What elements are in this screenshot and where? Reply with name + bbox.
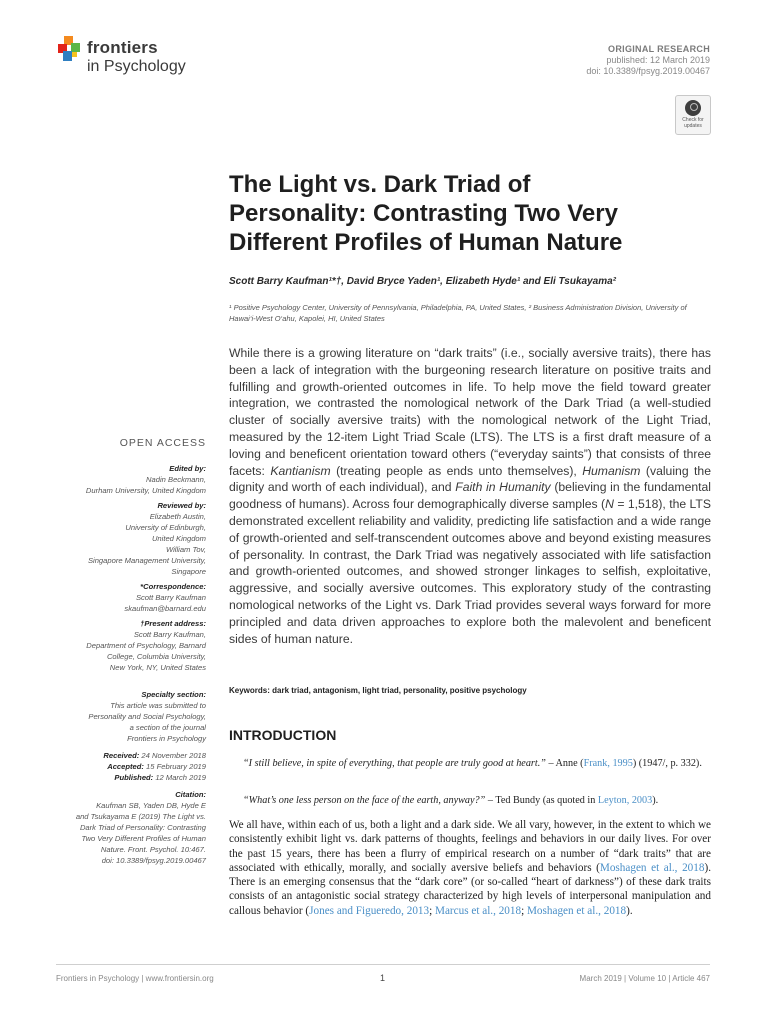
present-address-line: Department of Psychology, Barnard xyxy=(86,641,206,650)
present-address-line: New York, NY, United States xyxy=(109,663,206,672)
footer-divider xyxy=(56,964,710,965)
citation-line: Dark Triad of Personality: Contrasting xyxy=(79,823,206,832)
article-meta xyxy=(586,44,710,77)
received-label: Received: xyxy=(103,751,140,760)
page-number: 1 xyxy=(380,973,386,983)
accepted-label: Accepted: xyxy=(107,762,144,771)
article-info-sidebar xyxy=(40,463,206,866)
article-type: ORIGINAL RESEARCH xyxy=(608,44,710,54)
citation-label: Citation: xyxy=(175,790,206,799)
abstract-italic: Humanism xyxy=(582,463,641,478)
footer-volume: March 2019 | Volume 10 | Article 467 xyxy=(579,974,710,983)
journal-logo[interactable] xyxy=(56,34,216,82)
crossmark-label-2: updates xyxy=(684,123,702,129)
reviewer-line: Singapore xyxy=(171,567,206,576)
abstract-text: = 1,518), the LTS demonstrated excellent reliability and validity, predicting life satisfaction and a wide range of growth-oriented and self-transcendent outcomes above and beyond existing measures of personality. In contrast, the Dark Triad was negatively associated with life satisfaction and growth-oriented outcomes, and showed stronger linkages to selfish, exploitative, aggressive, and socially aversive outcomes. This exploratory study of the contrasting nomological networks of the Light vs. Dark Triad provides several ways forward for more principled and data driven approaches to explore both the malevolent and beneficent sides of human nature. xyxy=(229,497,711,646)
abstract-text: (treating people as ends unto themselves), xyxy=(330,463,583,478)
specialty-line: Personality and Social Psychology, xyxy=(88,712,206,721)
editor-line: Nadin Beckmann, xyxy=(146,475,206,484)
present-address-line: Scott Barry Kaufman, xyxy=(133,630,206,639)
crossmark-label-1: Check for xyxy=(682,117,704,123)
epigraph-quote xyxy=(243,794,709,808)
article-title: The Light vs. Dark Triad of Personality: Contrasting Two Very Different Profiles of Human Nature xyxy=(229,171,623,256)
reviewer-line: Elizabeth Austin, xyxy=(149,512,206,521)
received-date xyxy=(40,750,206,761)
published-label: Published: xyxy=(114,773,154,782)
present-address-label: †Present address: xyxy=(140,619,206,628)
citation-link[interactable]: Moshagen et al., 2018 xyxy=(599,861,705,874)
citation-link[interactable]: Moshagen et al., 2018 xyxy=(526,904,627,917)
abstract-italic: Kantianism xyxy=(270,463,331,478)
affiliations: ¹ Positive Psychology Center, University of Pennsylvania, Philadelphia, PA, United States, ² Business Administration Division, University of Hawai‘i-West O‘ahu, Kapolei, HI, United States xyxy=(229,303,687,323)
citation-link[interactable]: Jones and Figueredo, 2013 xyxy=(309,904,430,917)
citation-line: Two Very Different Profiles of Human xyxy=(81,834,206,843)
quote-attribution: ) (1947/, p. 332). xyxy=(632,758,702,769)
edited-by-label: Edited by: xyxy=(169,464,206,473)
citation-link[interactable]: Leyton, 2003 xyxy=(597,795,653,806)
citation-link[interactable]: Frank, 1995 xyxy=(583,758,633,769)
correspondence-name: Scott Barry Kaufman xyxy=(135,593,206,602)
specialty-line: a section of the journal xyxy=(129,723,206,732)
keywords: Keywords: dark triad, antagonism, light triad, personality, positive psychology xyxy=(229,686,527,695)
citation-line: Nature. Front. Psychol. 10:467. xyxy=(100,845,206,854)
abstract-italic: Faith in Humanity xyxy=(455,480,551,495)
specialty-line: Frontiers in Psychology xyxy=(127,734,206,743)
editor-line: Durham University, United Kingdom xyxy=(85,486,206,495)
reviewed-by-label: Reviewed by: xyxy=(157,501,206,510)
quote-attribution: – Ted Bundy (as quoted in xyxy=(485,795,598,806)
abstract xyxy=(229,345,711,647)
crossmark-icon xyxy=(685,100,701,116)
body-paragraph xyxy=(229,818,711,918)
reviewer-line: University of Edinburgh, xyxy=(125,523,206,532)
open-access-label: OPEN ACCESS xyxy=(119,437,206,449)
specialty-line: This article was submitted to xyxy=(110,701,206,710)
quote-text: “What’s one less person on the face of the earth, anyway?” xyxy=(243,795,486,806)
reviewer-line: Singapore Management University, xyxy=(87,556,206,565)
footer-journal[interactable]: Frontiers in Psychology | www.frontiersin.org xyxy=(56,974,214,983)
citation-link[interactable]: Marcus et al., 2018 xyxy=(435,904,522,917)
reviewer-line: United Kingdom xyxy=(151,534,206,543)
body-text: We all have, within each of us, both a light and a dark side. We all vary, however, in the extent to which we consistently exhibit light vs. dark patterns of thoughts, feelings and behaviors in our daily lives. For over the past 15 years, there has been a flurry of empirical research on a number of “dark traits” that are associated with ethically, morally, and socially aversive beliefs and behaviors ( xyxy=(229,819,711,874)
epigraph-quote xyxy=(243,757,709,771)
published-value: 12 March 2019 xyxy=(153,773,206,782)
correspondence-email[interactable]: skaufman@barnard.edu xyxy=(124,604,206,613)
correspondence-label: *Correspondence: xyxy=(140,582,206,591)
abstract-text: (believing in the fundamental goodness of humans). Across four demographically diverse samples ( xyxy=(229,480,712,512)
accepted-value: 15 February 2019 xyxy=(143,762,206,771)
published-date-sidebar xyxy=(40,772,206,783)
frontiers-logo-icon xyxy=(58,36,82,62)
reviewer-line: William Tov, xyxy=(165,545,206,554)
abstract-italic: N xyxy=(605,497,614,512)
abstract-text: While there is a growing literature on “dark traits” (i.e., socially aversive traits), there has been a lack of integration with the burgeoning research literature on positive traits and fulfilling and growth-oriented outcomes in life. To help move the field toward greater integration, we contrasted the nomological network of the Dark Triad (a well-studied cluster of socially aversive traits) with the nomological network of the Light Triad, measured by the 12-item Light Triad Scale (LTS). The LTS is a first draft measure of a loving and beneficent orientation toward others (“everyday saints”) that consists of three facets: xyxy=(229,346,711,478)
citation-line: doi: 10.3389/fpsyg.2019.00467 xyxy=(101,856,206,865)
section-heading: INTRODUCTION xyxy=(229,727,337,743)
quote-attribution: ). xyxy=(652,795,659,806)
specialty-section-label: Specialty section: xyxy=(141,690,206,699)
received-value: 24 November 2018 xyxy=(139,751,206,760)
accepted-date xyxy=(40,761,206,772)
journal-name-line1: frontiers xyxy=(87,38,158,57)
citation-line: Kaufman SB, Yaden DB, Hyde E xyxy=(96,801,206,810)
citation-line: and Tsukayama E (2019) The Light vs. xyxy=(75,812,206,821)
quote-attribution: – Anne ( xyxy=(545,758,584,769)
published-date: published: 12 March 2019 xyxy=(606,55,710,65)
citation-separator: ; xyxy=(521,904,527,917)
author-list: Scott Barry Kaufman¹*†, David Bryce Yaden¹, Elizabeth Hyde¹ and Eli Tsukayama² xyxy=(229,276,616,287)
present-address-line: College, Columbia University, xyxy=(106,652,206,661)
body-text: ). xyxy=(626,904,633,917)
journal-name-line2: in Psychology xyxy=(87,58,186,75)
body-text: ). There is an emerging consensus that the “dark core” (or so-called “heart of darkness”) of these dark traits consists of an antagonistic social strategy characterized by high levels of interpersonal manipulation and callous behavior ( xyxy=(229,861,711,917)
doi-link[interactable]: doi: 10.3389/fpsyg.2019.00467 xyxy=(586,66,710,76)
crossmark-button[interactable] xyxy=(675,95,711,135)
abstract-text: (valuing the dignity and worth of each individual), and xyxy=(229,463,711,495)
quote-text: “I still believe, in spite of everything, that people are truly good at heart.” xyxy=(243,758,546,769)
citation-separator: ; xyxy=(429,904,436,917)
